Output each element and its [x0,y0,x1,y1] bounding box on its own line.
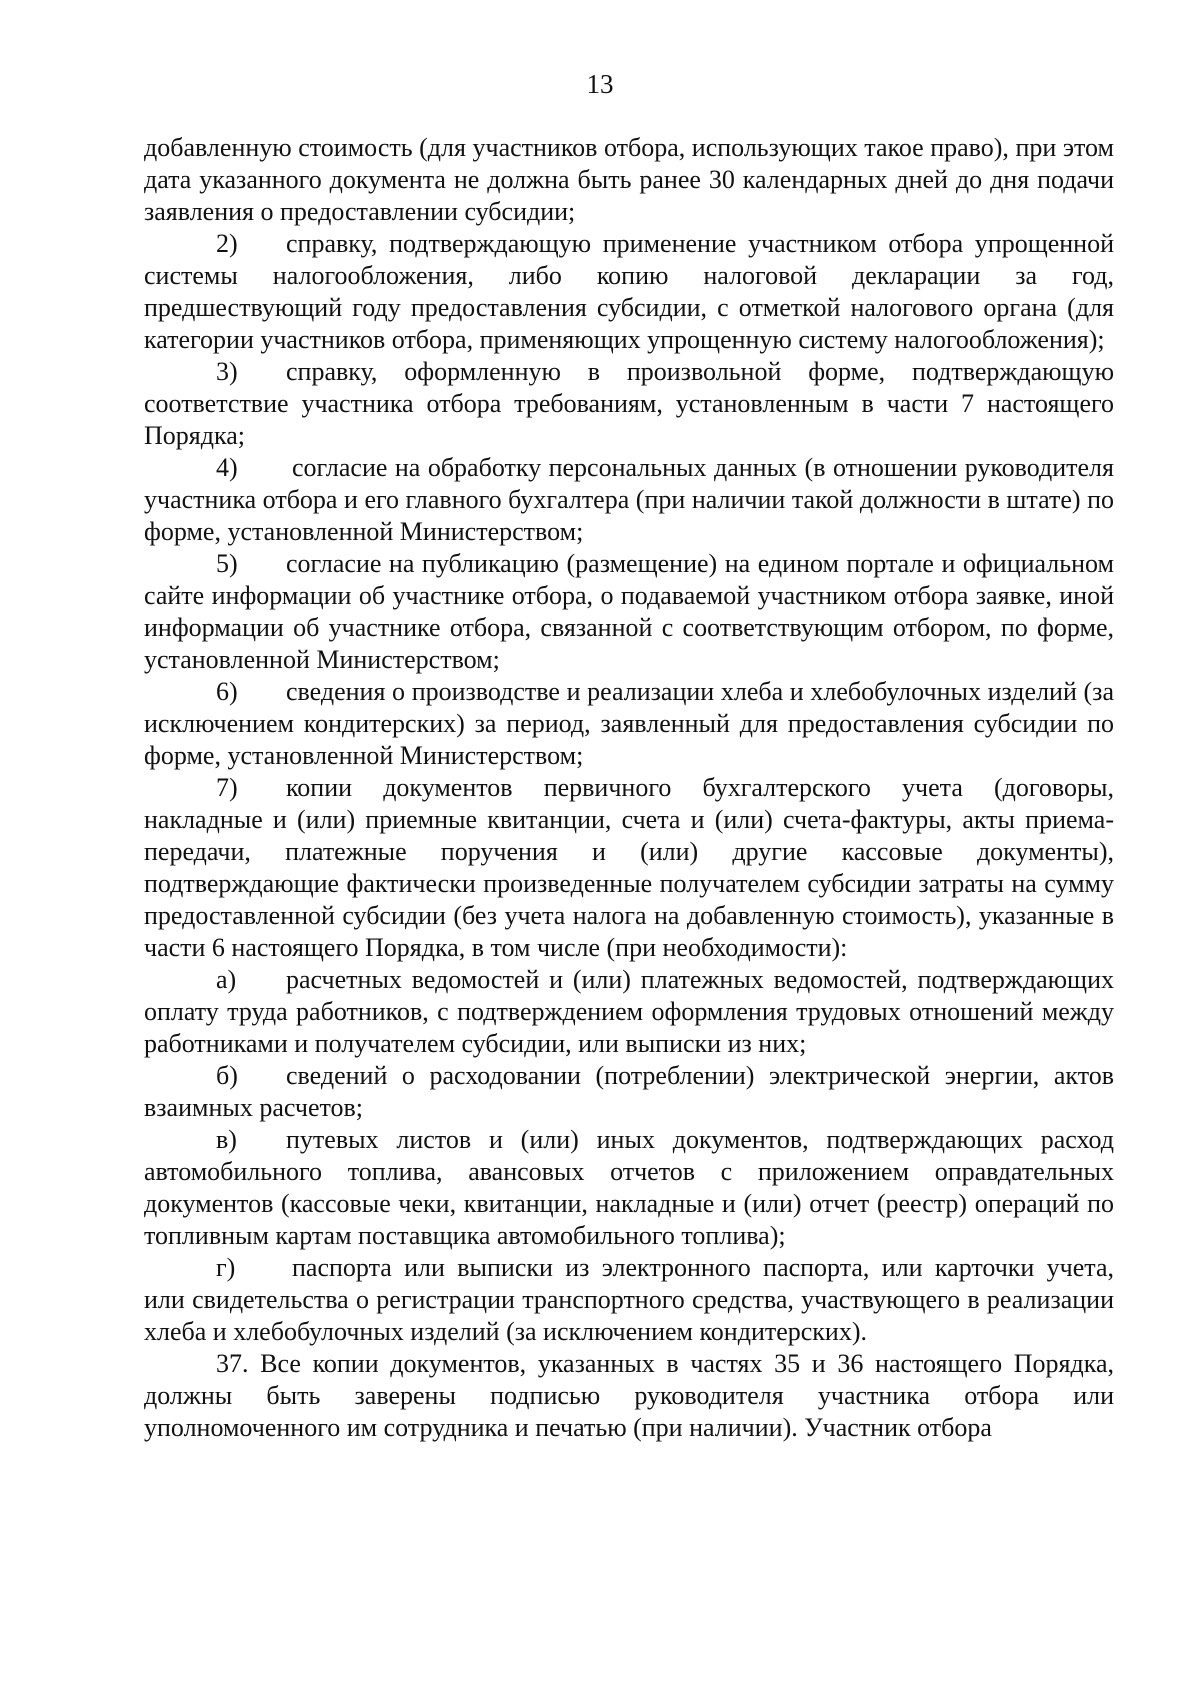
list-item-text: справку, оформленную в произвольной форме, подтверждающую соответствие участника отбора требованиям, установленным в части 7 настоящего Порядка; [144,357,1114,450]
list-item-text: копии документов первичного бухгалтерского учета (договоры, накладные и (или) приемные квитанции, счета и (или) счета-фактуры, акты приема-передачи, платежные поручения и (или) другие кассовые документы), подтверждающие фактически произведенные получателем субсидии затраты на сумму предоставленной субсидии (без учета налога на добавленную стоимость), указанные в части 6 настоящего Порядка, в том числе (при необходимости): [144,773,1114,962]
subitem-text: сведений о расходовании (потреблении) электрической энергии, актов взаимных расчетов; [144,1061,1114,1122]
closing-paragraph-37: 37. Все копии документов, указанных в частях 35 и 36 настоящего Порядка, должны быть заверены подписью руководителя участника отбора или уполномоченного им сотрудника и печатью (при наличии). Участник отбора [144,1349,1114,1442]
list-item-text: согласие на обработку персональных данных (в отношении руководителя участника отбора и его главного бухгалтера (при наличии такой должности в штате) по форме, установленной Министерством; [144,453,1114,546]
list-item-text: согласие на публикацию (размещение) на едином портале и официальном сайте информации об участнике отбора, о подаваемой участником отбора заявке, иной информации об участнике отбора, связанной с соответствующим отбором, по форме, установленной Министерством; [144,549,1114,674]
list-item-3 [144,356,1114,452]
list-item-4 [144,452,1114,548]
list-item-number: 2) [216,229,238,258]
list-item-number: 6) [216,677,238,706]
list-item-text: справку, подтверждающую применение участником отбора упрощенной системы налогообложения, либо копию налоговой декларации за год, предшествующий году предоставления субсидии, с отметкой налогового органа (для категории участников отбора, применяющих упрощенную систему налогообложения); [144,229,1114,354]
list-item-number: 5) [216,549,238,578]
subitem-text: путевых листов и (или) иных документов, подтверждающих расход автомобильного топлива, авансовых отчетов с приложением оправдательных документов (кассовые чеки, квитанции, накладные и (или) отчет (реестр) операций по топливным картам поставщика автомобильного топлива); [144,1125,1114,1250]
subitem-v [144,1124,1114,1252]
list-item-2 [144,228,1114,356]
document-body [144,132,1114,1444]
subitem-letter: б) [216,1061,238,1090]
subitem-g [144,1252,1114,1348]
subitem-text: расчетных ведомостей и (или) платежных ведомостей, подтверждающих оплату труда работников, с подтверждением оформления трудовых отношений между работниками и получателем субсидии, или выписки из них; [144,965,1114,1058]
list-item-5 [144,548,1114,676]
list-item-number: 3) [216,357,238,386]
subitem-b [144,1060,1114,1124]
opening-paragraph: добавленную стоимость (для участников отбора, использующих такое право), при этом дата указанного документа не должна быть ранее 30 календарных дней до дня подачи заявления о предоставлении субсидии; [144,133,1114,226]
list-item-number: 7) [216,773,238,802]
list-item-7 [144,772,1114,964]
subitem-a [144,964,1114,1060]
subitem-text: паспорта или выписки из электронного паспорта, или карточки учета, или свидетельства о регистрации транспортного средства, участвующего в реализации хлеба и хлебобулочных изделий (за исключением кондитерских). [144,1253,1114,1346]
subitem-letter: в) [216,1125,237,1154]
list-item-text: сведения о производстве и реализации хлеба и хлебобулочных изделий (за исключением кондитерских) за период, заявленный для предоставления субсидии по форме, установленной Министерством; [144,677,1114,770]
subitem-letter: г) [216,1253,236,1282]
subitem-letter: а) [216,965,237,994]
list-item-number: 4) [216,453,238,482]
page-number: 13 [586,69,614,99]
list-item-6 [144,676,1114,772]
